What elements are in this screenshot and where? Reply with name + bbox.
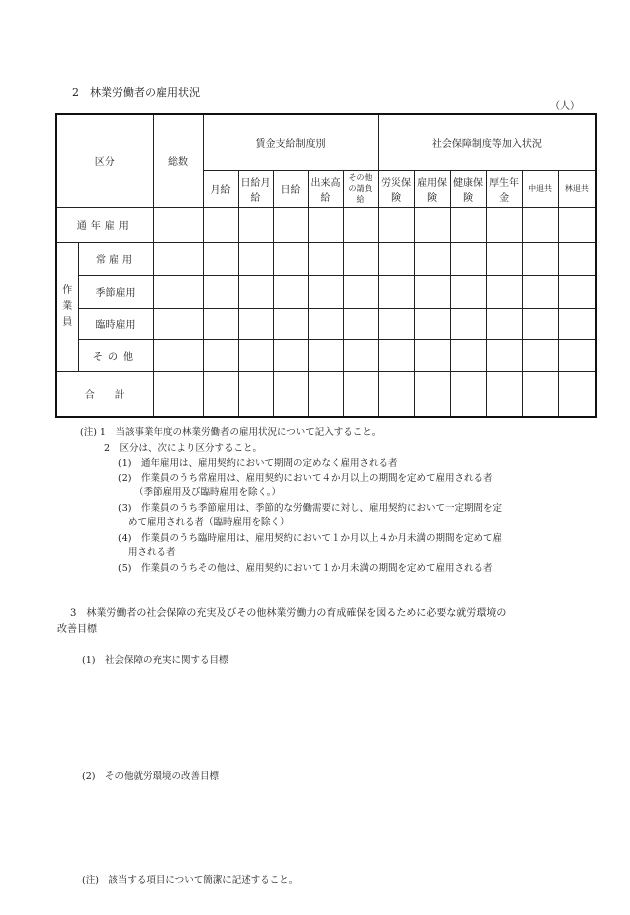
cell[interactable] [238,207,273,242]
cell[interactable] [308,242,343,275]
cell[interactable] [558,207,596,242]
col-rosai: 労災保険 [378,170,414,207]
cell[interactable] [203,275,238,308]
cell[interactable] [558,339,596,371]
cell[interactable] [558,308,596,339]
note2-s3b: めて雇用される者（臨時雇用を除く） [128,517,290,528]
cell[interactable] [153,275,203,308]
cell[interactable] [378,275,414,308]
cell[interactable] [238,339,273,371]
note2-s5: (5) 作業員のうちその他は、雇用契約において１か月未満の期間を定めて雇用される者 [118,563,493,574]
unit-label: （人） [550,101,580,112]
cell[interactable] [343,371,378,417]
col-other-contract: その他の請負給 [343,170,378,207]
section3-title: 3 林業労働者の社会保障の充実及びその他林業労働力の育成確保を図るために必要な就労環境の [70,608,507,619]
section3-note: (注) 該当する項目について簡潔に記述すること。 [82,875,299,886]
section3-sub1: (1) 社会保障の充実に関する目標 [82,655,229,666]
cell[interactable] [273,339,308,371]
cell[interactable] [558,275,596,308]
cell[interactable] [153,371,203,417]
cell[interactable] [450,275,486,308]
cell[interactable] [414,275,450,308]
row-sagyoin-label: 作業員 [62,284,73,328]
section3-sub2: (2) その他就労環境の改善目標 [82,771,219,782]
cell[interactable] [378,242,414,275]
cell[interactable] [378,339,414,371]
row-gokei: 合 計 [56,371,153,417]
cell[interactable] [273,308,308,339]
note2-s4b: 用される者 [128,547,176,558]
col-kenko: 健康保険 [450,170,486,207]
section3-title-cont: 改善目標 [57,624,97,635]
cell[interactable] [558,371,596,417]
row-joko: 常雇用 [78,242,153,275]
cell[interactable] [308,207,343,242]
cell[interactable] [308,308,343,339]
cell[interactable] [450,207,486,242]
col-daily: 日給 [273,170,308,207]
cell[interactable] [238,371,273,417]
cell[interactable] [486,339,522,371]
note2-s3a: (3) 作業員のうち季節雇用は、季節的な労働需要に対し、雇用契約において一定期間を定 [118,503,502,514]
section2-title: 2 林業労働者の雇用状況 [72,86,200,99]
cell[interactable] [414,371,450,417]
cell[interactable] [486,275,522,308]
cell[interactable] [308,371,343,417]
cell[interactable] [273,371,308,417]
cell[interactable] [308,275,343,308]
row-kisetsu: 季節雇用 [78,275,153,308]
col-piecework: 出来高給 [308,170,343,207]
cell[interactable] [378,308,414,339]
row-tsunen: 通年雇用 [56,207,153,242]
cell[interactable] [414,308,450,339]
cell[interactable] [450,371,486,417]
cell[interactable] [486,371,522,417]
cell[interactable] [203,371,238,417]
note2-2: 2 区分は、次により区分すること。 [104,443,263,454]
cell[interactable] [522,242,558,275]
header-total: 総数 [153,114,203,207]
cell[interactable] [486,207,522,242]
row-rinji: 臨時雇用 [78,308,153,339]
cell[interactable] [238,308,273,339]
note2-s1: (1) 通年雇用は、雇用契約において期間の定めなく雇用される者 [118,458,398,469]
note2-s4a: (4) 作業員のうち臨時雇用は、雇用契約において１か月以上４か月未満の期間を定めて雇 [118,533,502,544]
cell[interactable] [153,339,203,371]
cell[interactable] [450,339,486,371]
col-rintaikyo: 林退共 [558,170,596,207]
cell[interactable] [486,308,522,339]
cell[interactable] [558,242,596,275]
col-chutaikyo: 中退共 [522,170,558,207]
cell[interactable] [153,308,203,339]
cell[interactable] [343,242,378,275]
cell[interactable] [203,308,238,339]
cell[interactable] [203,242,238,275]
cell[interactable] [450,308,486,339]
cell[interactable] [522,207,558,242]
cell[interactable] [522,308,558,339]
cell[interactable] [343,275,378,308]
cell[interactable] [238,275,273,308]
cell[interactable] [203,339,238,371]
row-sagyoin [56,242,78,371]
note2-s2a: (2) 作業員のうち常雇用は、雇用契約において４か月以上の期間を定めて雇用される者 [118,473,493,484]
cell[interactable] [486,242,522,275]
cell[interactable] [522,339,558,371]
cell[interactable] [522,371,558,417]
cell[interactable] [378,207,414,242]
cell[interactable] [343,339,378,371]
cell[interactable] [343,207,378,242]
cell[interactable] [378,371,414,417]
cell[interactable] [414,207,450,242]
cell[interactable] [450,242,486,275]
cell[interactable] [414,339,450,371]
cell[interactable] [414,242,450,275]
col-koyo: 雇用保険 [414,170,450,207]
cell[interactable] [343,308,378,339]
header-social-group: 社会保障制度等加入状況 [378,114,596,170]
col-monthly: 月給 [203,170,238,207]
cell[interactable] [522,275,558,308]
cell[interactable] [153,242,203,275]
note2-1: (注) 1 当該事業年度の林業労働者の雇用状況について記入すること。 [80,427,382,438]
employment-table [55,113,597,418]
header-kubun: 区分 [56,114,153,207]
header-wage-group: 賃金支給制度別 [203,114,378,170]
col-daily-monthly: 日給月給 [238,170,273,207]
cell[interactable] [308,339,343,371]
cell[interactable] [273,242,308,275]
cell[interactable] [273,275,308,308]
cell[interactable] [238,242,273,275]
col-kosei: 厚生年金 [486,170,522,207]
row-sonota: その他 [78,339,153,371]
cell[interactable] [153,207,203,242]
cell[interactable] [273,207,308,242]
cell[interactable] [203,207,238,242]
note2-s2b: （季節雇用及び臨時雇用を除く。） [134,487,282,498]
